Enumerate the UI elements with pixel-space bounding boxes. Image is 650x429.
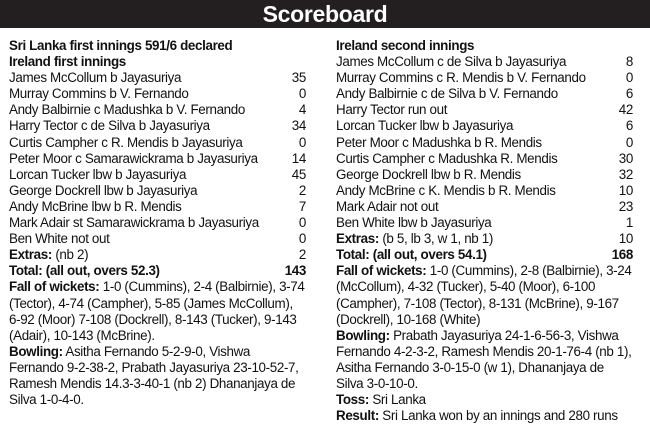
batter-runs: 7 bbox=[298, 198, 306, 214]
batter-dismissal: Lorcan Tucker lbw b Jayasuriya bbox=[336, 118, 514, 134]
result-text: Sri Lanka won by an innings and 280 runs bbox=[378, 408, 618, 424]
batter-dismissal: Ben White lbw b Jayasuriya bbox=[336, 215, 492, 231]
bowling-figures bbox=[336, 328, 633, 392]
innings-heading: Ireland second innings bbox=[336, 38, 475, 53]
batting-row bbox=[9, 167, 306, 183]
batter-dismissal: Andy McBrine lbw b R. Mendis bbox=[9, 198, 182, 214]
bowling-text: Prabath Jayasuriya 24-1-6-56-3, Vishwa Fernando 4-2-3-2, Ramesh Mendis 20-1-76-4 (nb 1), Asitha Fernando 3-0-15-0 (w 1), Dhananjaya de Silva 3-0-10-0. bbox=[336, 327, 632, 391]
batting-row bbox=[9, 135, 306, 151]
batter-runs: 6 bbox=[625, 86, 633, 102]
result-label: Result: bbox=[336, 408, 379, 424]
right-column bbox=[336, 38, 633, 424]
batting-row bbox=[336, 183, 633, 199]
batting-row bbox=[336, 70, 633, 86]
batter-runs: 0 bbox=[625, 134, 633, 150]
batting-row bbox=[9, 183, 306, 199]
batter-dismissal: Curtis Campher c R. Mendis b Jayasuriya bbox=[9, 134, 243, 150]
batter-dismissal: Mark Adair st Samarawickrama b Jayasuriya bbox=[9, 215, 259, 231]
batter-dismissal: Mark Adair not out bbox=[336, 198, 439, 214]
batter-runs: 35 bbox=[291, 70, 306, 86]
batting-row bbox=[336, 86, 633, 102]
bowling-figures bbox=[9, 344, 306, 408]
batting-row bbox=[336, 118, 633, 134]
toss-text: Sri Lanka bbox=[368, 392, 426, 408]
batter-runs: 4 bbox=[298, 102, 306, 118]
batter-dismissal: George Dockrell lbw b R. Mendis bbox=[336, 166, 521, 182]
batter-dismissal: James McCollum c de Silva b Jayasuriya bbox=[336, 54, 567, 70]
batter-runs: 0 bbox=[298, 215, 306, 231]
batter-runs: 0 bbox=[298, 86, 306, 102]
batter-dismissal: George Dockrell lbw b Jayasuriya bbox=[9, 182, 198, 198]
total-value: 143 bbox=[284, 263, 306, 279]
total-label: Total: (all out, overs 52.3) bbox=[9, 263, 160, 279]
batting-row bbox=[336, 151, 633, 167]
batting-list bbox=[9, 70, 306, 247]
fall-of-wickets bbox=[9, 279, 306, 343]
batter-dismissal: Murray Commins b V. Fernando bbox=[9, 86, 189, 102]
innings-heading: Ireland first innings bbox=[9, 54, 126, 70]
batter-runs: 1 bbox=[625, 215, 633, 231]
batting-row bbox=[336, 167, 633, 183]
batting-row bbox=[9, 102, 306, 118]
total-value: 168 bbox=[611, 247, 633, 263]
fow-label: Fall of wickets: bbox=[9, 279, 100, 295]
batting-row bbox=[9, 199, 306, 215]
extras-label: Extras: bbox=[336, 231, 379, 247]
batter-runs: 34 bbox=[291, 118, 306, 134]
batter-runs: 8 bbox=[625, 54, 633, 70]
batter-dismissal: Curtis Campher c Madushka R. Mendis bbox=[336, 150, 558, 166]
batter-dismissal: Ben White not out bbox=[9, 231, 110, 247]
bowling-label: Bowling: bbox=[9, 343, 63, 359]
left-column bbox=[9, 38, 306, 408]
batter-runs: 23 bbox=[618, 198, 633, 214]
batting-row bbox=[9, 215, 306, 231]
batter-dismissal: Murray Commins c R. Mendis b V. Fernando bbox=[336, 70, 586, 86]
extras-row bbox=[336, 231, 633, 247]
batting-row bbox=[9, 86, 306, 102]
extras-detail: (b 5, lb 3, w 1, nb 1) bbox=[378, 231, 493, 247]
batter-dismissal: Peter Moor c Madushka b R. Mendis bbox=[336, 134, 542, 150]
toss-info bbox=[336, 392, 633, 408]
bowling-label: Bowling: bbox=[336, 327, 390, 343]
batting-row bbox=[9, 231, 306, 247]
batter-runs: 32 bbox=[618, 166, 633, 182]
first-innings-summary: Sri Lanka first innings 591/6 declared bbox=[9, 38, 233, 53]
batter-dismissal: Andy Balbirnie c Madushka b V. Fernando bbox=[9, 102, 245, 118]
fall-of-wickets bbox=[336, 263, 633, 327]
extras-row bbox=[9, 247, 306, 263]
batter-dismissal: Andy McBrine c K. Mendis b R. Mendis bbox=[336, 182, 556, 198]
total-row bbox=[9, 263, 306, 279]
batting-list bbox=[336, 54, 633, 231]
bowling-text: Asitha Fernando 5-2-9-0, Vishwa Fernando 9-2-38-2, Prabath Jayasuriya 23-10-52-7, Ramesh Mendis 14.3-3-40-1 (nb 2) Dhananjaya de Silva 1-0-4-0. bbox=[9, 343, 299, 408]
batter-dismissal: Harry Tector run out bbox=[336, 102, 448, 118]
batting-row bbox=[336, 199, 633, 215]
batting-row bbox=[336, 135, 633, 151]
scoreboard-title: Scoreboard bbox=[0, 0, 650, 28]
batting-row bbox=[9, 118, 306, 134]
total-row bbox=[336, 247, 633, 263]
batting-row bbox=[9, 70, 306, 86]
batter-runs: 42 bbox=[618, 102, 633, 118]
fow-label: Fall of wickets: bbox=[336, 263, 427, 279]
extras-label: Extras: bbox=[9, 247, 52, 263]
toss-label: Toss: bbox=[336, 392, 369, 408]
batter-runs: 30 bbox=[618, 150, 633, 166]
batter-runs: 6 bbox=[625, 118, 633, 134]
match-result bbox=[336, 408, 633, 424]
total-label: Total: (all out, overs 54.1) bbox=[336, 247, 487, 263]
extras-value: 10 bbox=[618, 231, 633, 247]
batter-dismissal: James McCollum b Jayasuriya bbox=[9, 70, 182, 86]
batter-runs: 2 bbox=[298, 182, 306, 198]
batting-row bbox=[336, 102, 633, 118]
batter-dismissal: Peter Moor c Samarawickrama b Jayasuriya bbox=[9, 150, 258, 166]
batter-runs: 0 bbox=[298, 231, 306, 247]
batter-runs: 10 bbox=[618, 182, 633, 198]
batter-dismissal: Lorcan Tucker lbw b Jayasuriya bbox=[9, 166, 187, 182]
extras-value: 2 bbox=[298, 247, 306, 263]
extras-detail: (nb 2) bbox=[51, 247, 89, 263]
batter-runs: 45 bbox=[291, 166, 306, 182]
fow-text: 1-0 (Cummins), 2-4 (Balbirnie), 3-74 (Tector), 4-74 (Campher), 5-85 (James McCollum), 6-92 (Moor) 7-108 (Dockrell), 8-143 (Tucker), 9-143 (Adair), 10-143 (McBrine). bbox=[9, 279, 305, 343]
batting-row bbox=[336, 215, 633, 231]
batter-runs: 14 bbox=[291, 150, 306, 166]
batting-row bbox=[9, 151, 306, 167]
fow-text: 1-0 (Cummins), 2-8 (Balbirnie), 3-24 (McCollum), 4-32 (Tucker), 5-40 (Moor), 6-100 (Campher), 7-108 (Tector), 8-131 (McBrine), 9-167 (Dockrell), 10-168 (White) bbox=[336, 263, 632, 327]
batter-dismissal: Andy Balbirnie c de Silva b V. Fernando bbox=[336, 86, 558, 102]
batter-dismissal: Harry Tector c de Silva b Jayasuriya bbox=[9, 118, 210, 134]
batting-row bbox=[336, 54, 633, 70]
batter-runs: 0 bbox=[625, 70, 633, 86]
batter-runs: 0 bbox=[298, 134, 306, 150]
